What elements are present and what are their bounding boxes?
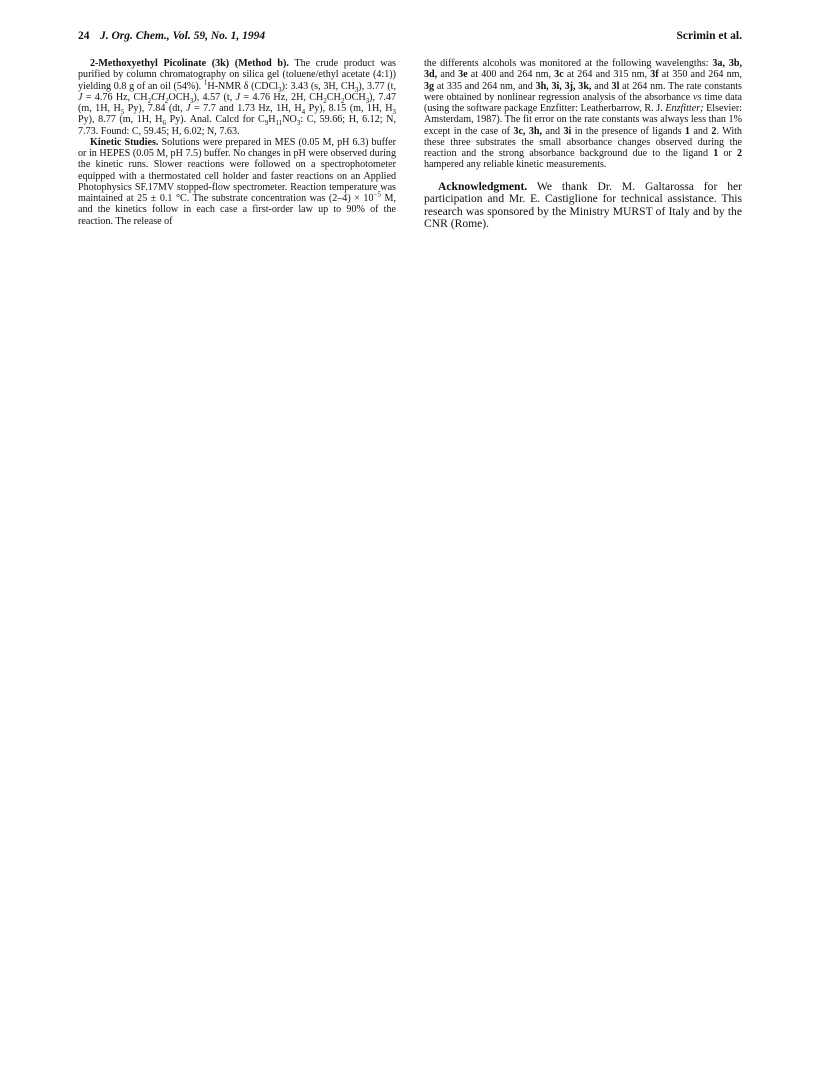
acknowledgment-paragraph: Acknowledgment. We thank Dr. M. Galtarossa for her participation and Mr. E. Castiglione for technical assistance. This research was sponsored by the Ministry MURST of Italy and by the CNR (Rome). [424,179,742,231]
running-header [78,30,742,48]
methoxyethyl-picolinate-paragraph: 2-Methoxyethyl Picolinate (3k) (Method b). The crude product was purified by column chromatography on silica gel (toluene/ethyl acetate (4:1)) yielding 0.8 g of an oil (54%). $^1$H-NMR δ (CDCl$_3$): 3.43 (s, 3H, $CH_3$), 3.77 (t, J = 4.76 Hz, $CH_2CH_2OCH_3$), 4.57 (t, J = 4.76 Hz, 2H, $CH_2CH_2OCH_3$), 7.47 (m, 1H, $H_5$ Py), 7.84 (dt, J = 7.7 and 1.73 Hz, 1H, $H_4$ Py), 8.15 (m, 1H, $H_3$ Py), 8.77 (m, 1H, $H_6$ Py). Anal. Calcd for $C_9H_{11}NO_3$: C, 59.66; H, 6.12; N, 7.73. Found: C, 59.45; H, 6.02; N, 7.63. [78,58,397,137]
left-column [78,58,396,227]
wavelengths-paragraph: the differents alcohols was monitored at the following wavelengths: 3a, 3b, 3d, and 3e at 400 and 264 nm, 3c at 264 and 315 nm, 3f at 350 and 264 nm, 3g at 335 and 264 nm, and 3h, 3i, 3j, 3k, and 3l at 264 nm. The rate constants were obtained by nonlinear regression analysis of the absorbance vs time data (using the software package Enzfitter: Leatherbarrow, R. J. Enzfitter; Elsevier: Amsterdam, 1987). The fit error on the rate constants was always less than 1% except in the case of 3c, 3h, and 3i in the presence of ligands 1 and 2. With these three substrates the small absorbance changes observed during the reaction and the strong absorbance background due to the ligand 1 or 2 hampered any reliable kinetic measurements. [424,58,743,171]
page-number: 24 [78,30,90,42]
running-authors: Scrimin et al. [676,30,742,42]
journal-citation: J. Org. Chem., Vol. 59, No. 1, 1994 [100,30,266,42]
compound-heading: 2-Methoxyethyl Picolinate (3k) (Method b). [90,58,289,69]
kinetic-studies-paragraph: Kinetic Studies. Solutions were prepared in MES (0.05 M, pH 6.3) buffer or in HEPES (0.05 M, pH 7.5) buffer. No changes in pH were observed during the kinetic runs. Slower reactions were followed on a spectrophotometer equipped with a thermostated cell holder and faster reactions on an Applied Photophysics SF.17MV stopped-flow spectrometer. Reaction temperature was maintained at 25 ± 0.1 °C. The substrate concentration was $(2-4) \times 10^{-5}$ M, and the kinetics follow in each case a first-order law up to 90% of the reaction. The release of [78,136,397,227]
right-column [424,58,742,231]
kinetic-studies-heading: Kinetic Studies. [90,136,159,148]
acknowledgment-heading: Acknowledgment. [438,179,528,193]
